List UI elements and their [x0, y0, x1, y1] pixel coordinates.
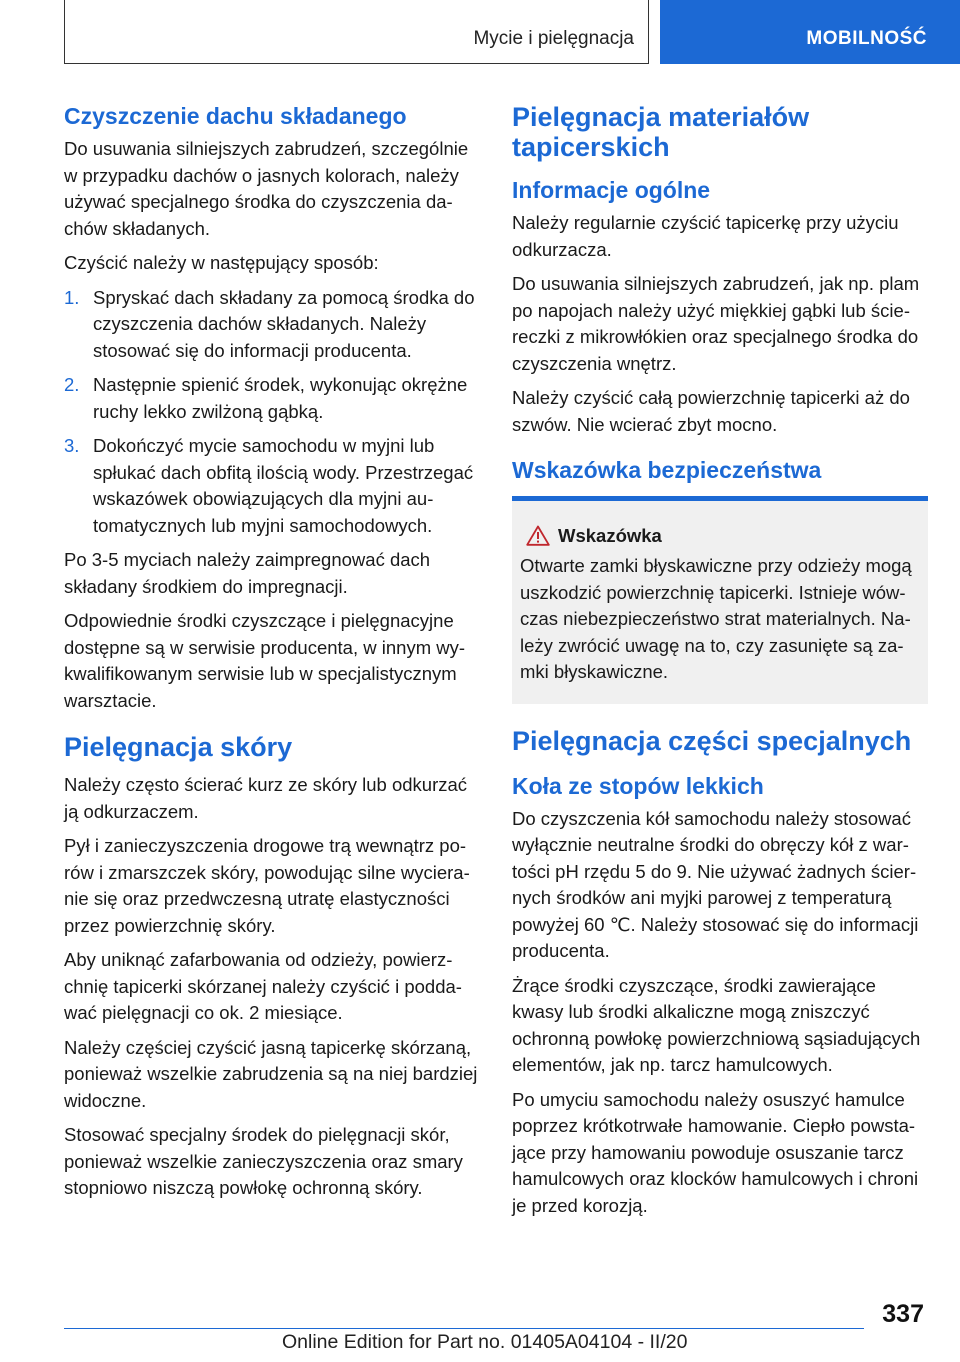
list-item	[64, 372, 480, 425]
step-text: Dokończyć mycie samochodu w myjni lub spłukać dach obfitą ilością wody. Przestrzegać wskazówek obowiązujących dla myjni automatycznych lub myjni samochodowych.	[93, 435, 474, 536]
paragraph: Aby uniknąć zafarbowania od odzieży, powierzchnię tapicerki skórzanej należy czyścić i poddawać pielęgnacji co ok. 2 miesiące.	[64, 949, 462, 1023]
paragraph: Do usuwania silniejszych zabrudzeń, szczególnie w przypadku dachów o jasnych kolorach, należy używać specjalnego środka do czyszczenia dachów składanych.	[64, 138, 469, 239]
heading-upholstery-care: Pielęgnacja materiałów tapicerskich	[512, 102, 810, 162]
paragraph: Należy czyścić całą powierzchnię tapicerki aż do szwów. Nie wcierać zbyt mocno.	[512, 387, 910, 435]
paragraph: Należy regularnie czyścić tapicerkę przy użyciu odkurzacza.	[512, 212, 899, 260]
list-item	[64, 285, 480, 365]
paragraph: Do usuwania silniejszych zabrudzeń, jak np. plam po napojach należy użyć miękkiej gąbki lub ściereczki z mikrowłókien oraz specjalnego środka do czyszczenia wnętrz.	[512, 273, 920, 374]
paragraph: Po umyciu samochodu należy osuszyć hamulce poprzez krótkotrwałe hamowanie. Ciepło powstające przy hamowaniu powoduje osuszanie tarcz hamulcowych oraz klocków hamulcowych i chroni je przed korozją.	[512, 1088, 919, 1216]
right-column	[512, 102, 928, 1227]
warning-box	[512, 496, 928, 704]
header-chapter-tab	[660, 0, 960, 64]
header-chapter-label: MOBILNOŚĆ	[806, 28, 927, 49]
footer-edition: Online Edition for Part no. 01405A04104 - II/20	[282, 1331, 688, 1353]
warning-title	[520, 523, 920, 549]
paragraph: Po 3-5 myciach należy zaimpregnować dach składany środkiem do impregnacji.	[64, 549, 431, 597]
step-number: 2.	[64, 374, 80, 395]
heading-safety-note: Wskazówka bezpieczeństwa	[512, 457, 822, 483]
paragraph: Odpowiednie środki czyszczące i pielęgnacyjne dostępne są w serwisie producenta, w innym wykwalifikowanym serwisie lub w specjalistycznym warsztacie.	[64, 610, 466, 711]
left-column	[64, 102, 480, 1210]
list-item	[64, 433, 480, 539]
paragraph: Do czyszczenia kół samochodu należy stosować wyłącznie neutralne środki do obręczy kół z wartości pH rzędu 5 do 9. Nie używać żadnych ściernych środków ani myjki parowej z temperaturą powyżej 60 ℃. Należy stosować się do informacji producenta.	[512, 807, 919, 961]
heading-special-parts-care: Pielęgnacja części specjalnych	[512, 725, 912, 756]
paragraph: Stosować specjalny środek do pielęgnacji skór, ponieważ wszelkie zanieczyszczenia oraz smary stopniowo niszczą powłokę ochronną skóry.	[64, 1124, 463, 1198]
heading-alloy-wheels: Koła ze stopów lekkich	[512, 772, 764, 799]
step-number: 1.	[64, 286, 80, 308]
page-number: 337	[882, 1300, 924, 1328]
step-text: Spryskać dach składany za pomocą środka do czyszczenia dachów składanych. Należy stosować się do informacji producenta.	[93, 286, 475, 361]
warning-title-text: Wskazówka	[558, 525, 662, 546]
heading-general-info: Informacje ogólne	[512, 177, 711, 203]
paragraph: Pył i zanieczyszczenia drogowe trą wewnątrz porów i zmarszczek skóry, powodując silne wycieranie się oraz przedwczesną utratę elastyczności przez powierzchnię skóry.	[64, 835, 470, 936]
header-section-box	[64, 0, 649, 64]
paragraph: Żrące środki czyszczące, środki zawierające kwasy lub środki alkaliczne mogą zniszczyć ochronną powłokę powierzchniową sąsiadujących elementów, jak np. tarcz hamulcowych.	[512, 974, 921, 1075]
step-number: 3.	[64, 435, 80, 456]
step-text: Następnie spienić środek, wykonując okrężne ruchy lekko zwilżoną gąbką.	[93, 374, 468, 422]
warning-triangle-icon	[526, 525, 550, 546]
header-section-title: Mycie i pielęgnacja	[473, 28, 634, 49]
paragraph: Należy częściej czyścić jasną tapicerkę skórzaną, ponieważ wszelkie zabrudzenia są na niej bardziej widoczne.	[64, 1036, 478, 1111]
warning-text: Otwarte zamki błyskawiczne przy odzieży mogą uszkodzić powierzchnię tapicerki. Istnieje wówczas niebezpieczeństwo strat materialnych. Należy zwrócić uwagę na to, czy zasunięte są zamki błyskawiczne.	[520, 555, 912, 682]
heading-leather-care: Pielęgnacja skóry	[64, 732, 293, 762]
paragraph: Należy często ścierać kurz ze skóry lub odkurzać ją odkurzaczem.	[64, 774, 468, 822]
heading-roof-cleaning: Czyszczenie dachu składanego	[64, 103, 407, 129]
footer-divider	[64, 1328, 864, 1329]
steps-list	[64, 285, 480, 540]
paragraph: Czyścić należy w następujący sposób:	[64, 252, 379, 273]
